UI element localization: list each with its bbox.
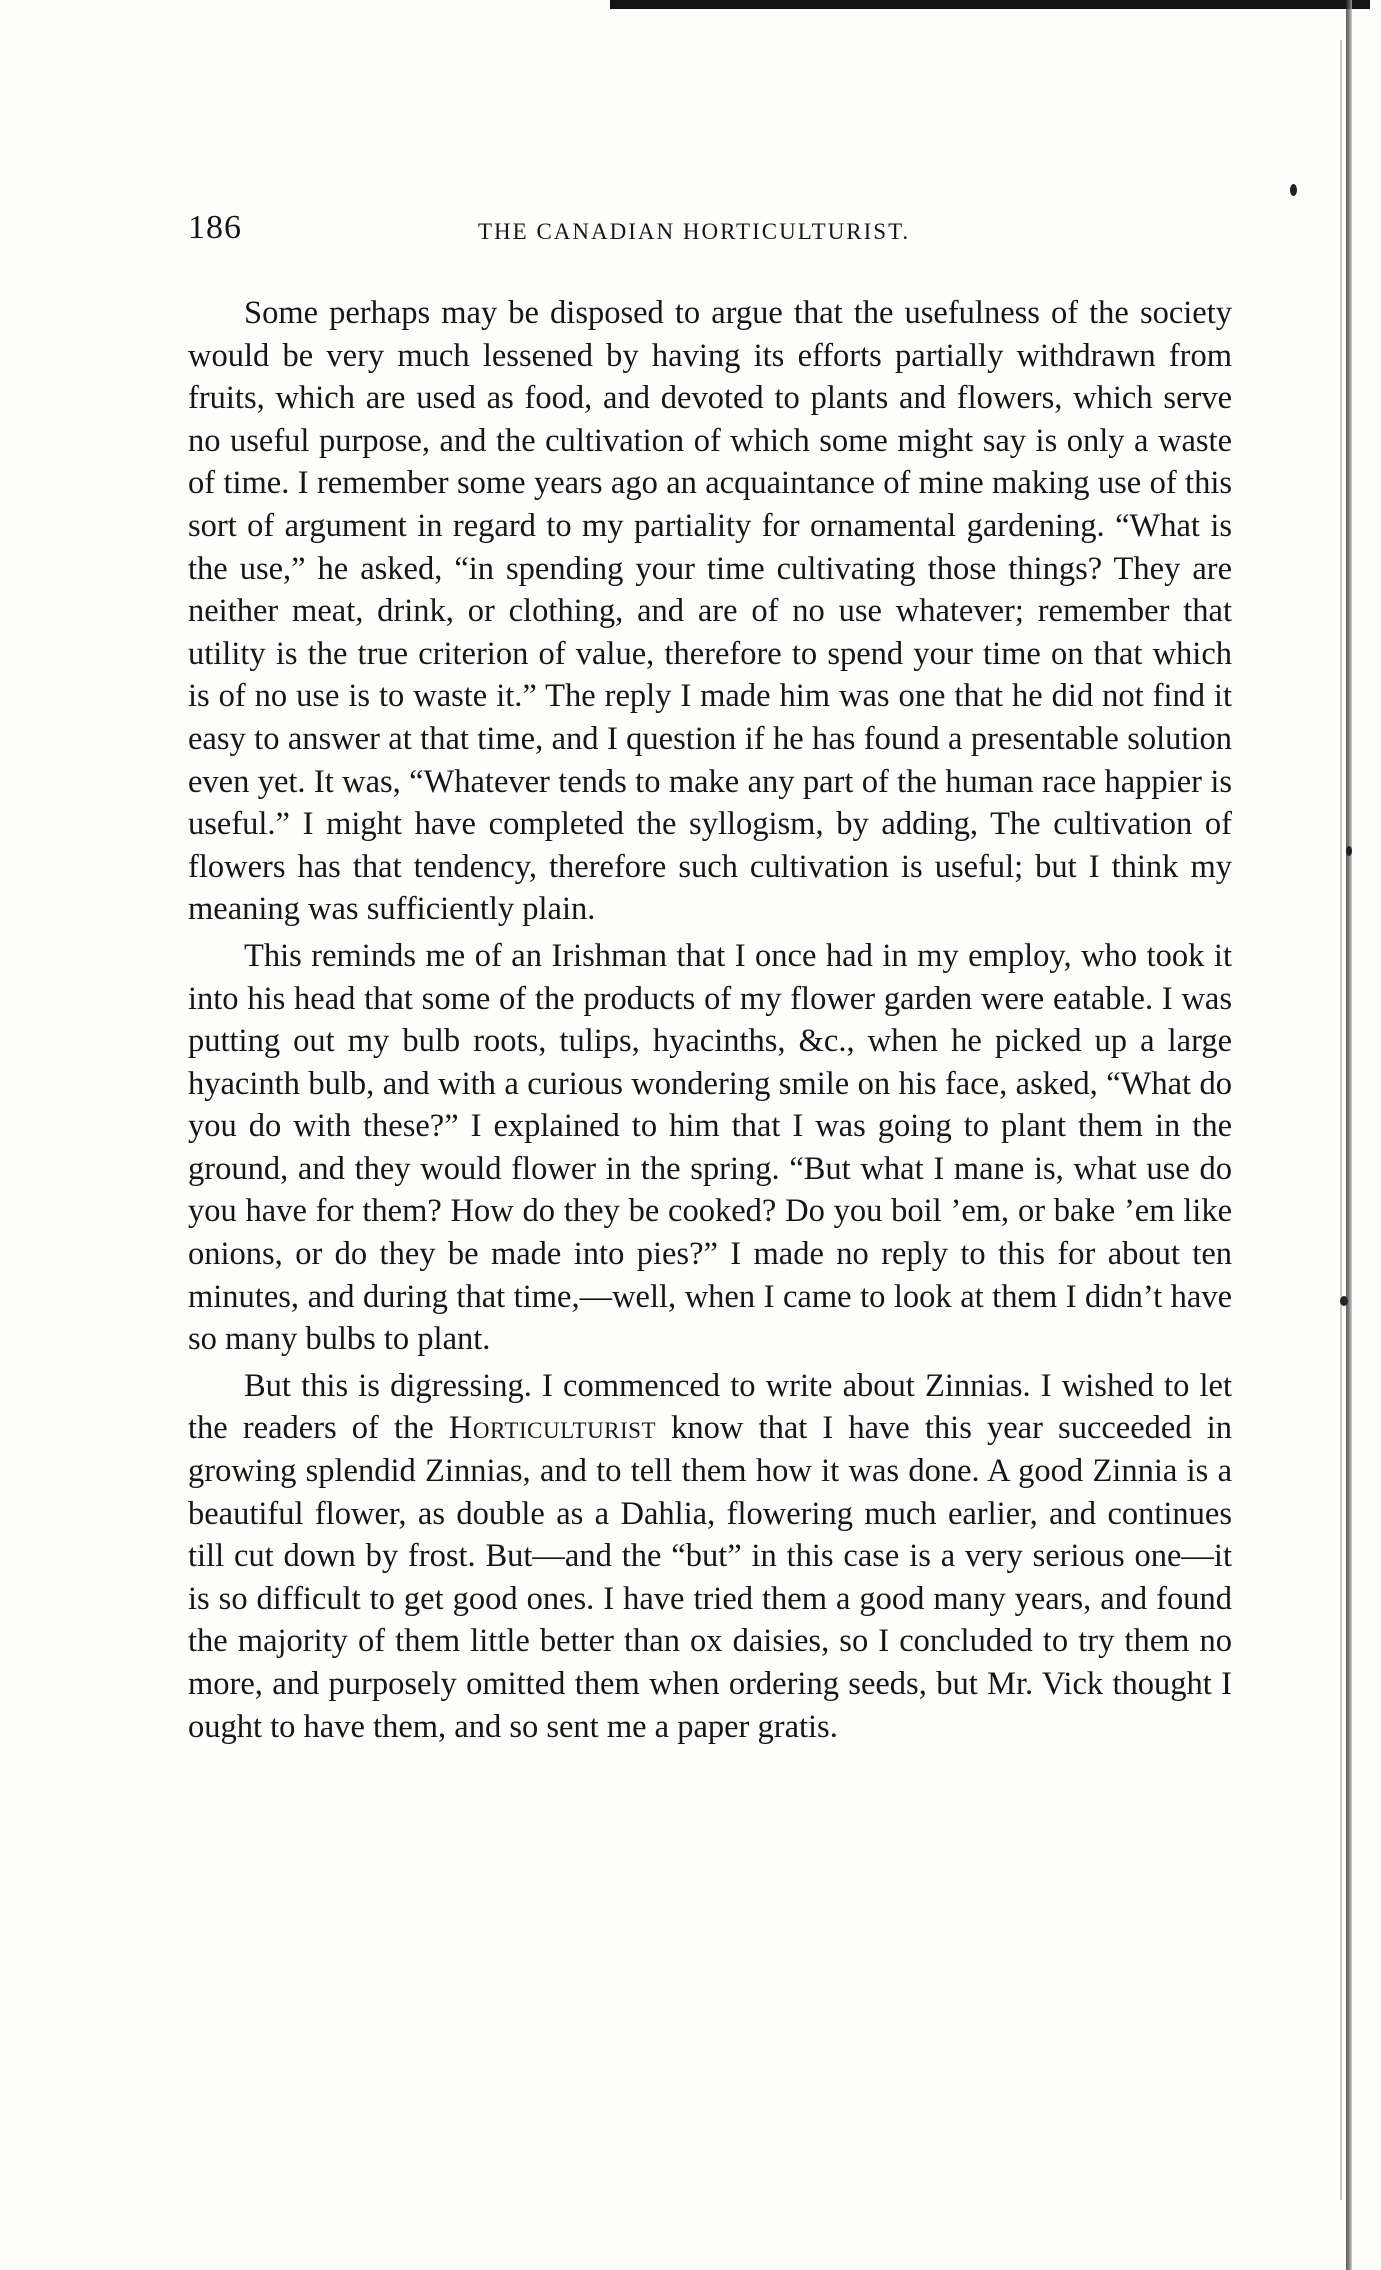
ink-speck — [1340, 1296, 1348, 1306]
page-edge-line — [1340, 40, 1342, 2200]
paragraph: Some perhaps may be disposed to argue that the usefulness of the society would be very much lessened by having its efforts partially withdrawn from fruits, which are used as food, and devoted to plants and flowers, which serve no useful purpose, and the cultivation of which some might say is only a waste of time. I remember some years ago an acquaintance of mine making use of this sort of argument in regard to my partiality for ornamental gardening. “What is the use,” he asked, “in spending your time cultivating those things? They are neither meat, drink, or clothing, and are of no use whatever; remember that utility is the true criterion of value, therefore to spend your time on that which is of no use is to waste it.” The reply I made him was one that he did not find it easy to answer at that time, and I question if he has found a presentable solution even yet. It was, “Whatever tends to make any part of the human race happier is useful.” I might have completed the syllogism, by adding, The cultivation of flowers has that tendency, therefore such cultivation is useful; but I think my meaning was sufficiently plain. — [188, 295, 1232, 928]
paragraph — [188, 1365, 1232, 1748]
running-head: THE CANADIAN HORTICULTURIST. — [478, 219, 911, 244]
ink-speck — [1346, 846, 1352, 856]
paragraph-text: know that I have this year succeeded in growing splendid Zinnias, and to tell them how it was done. A good Zinnia is a beautiful flower, as double as a Dahlia, flowering much earlier, and continues till cut down by frost. But—and the “but” in this case is a very serious one—it is so difficult to get good ones. I have tried them a good many years, and found the majority of them little better than ox daisies, so I concluded to try them no more, and purposely omitted them when ordering seeds, but Mr. Vick thought I ought to have them, and so sent me a paper gratis. — [188, 1410, 1232, 1745]
page-number: 186 — [188, 209, 242, 246]
paragraph: This reminds me of an Irishman that I once had in my employ, who took it into his head that some of the products of my flower garden were eatable. I was putting out my bulb roots, tulips, hyacinths, &c., when he picked up a large hyacinth bulb, and with a curious wondering smile on his face, asked, “What do you do with these?” I explained to him that I was going to plant them in the ground, and they would flower in the spring. “But what I mane is, what use do you have for them? How do they be cooked? Do you boil ’em, or bake ’em like onions, or do they be made into pies?” I made no reply to this for about ten minutes, and during that time,—well, when I came to look at them I didn’t have so many bulbs to plant. — [188, 937, 1232, 1358]
page-header — [188, 206, 1228, 258]
top-scan-rule — [610, 0, 1370, 9]
paragraph-text: But this is digressing. I commenced to write about Zinnias. I wished to let the readers of the — [188, 1367, 1232, 1447]
body-text — [188, 292, 1232, 1752]
binding-shadow — [1346, 0, 1352, 2270]
ink-speck — [1290, 184, 1297, 196]
journal-name: Horticulturist — [448, 1410, 657, 1447]
